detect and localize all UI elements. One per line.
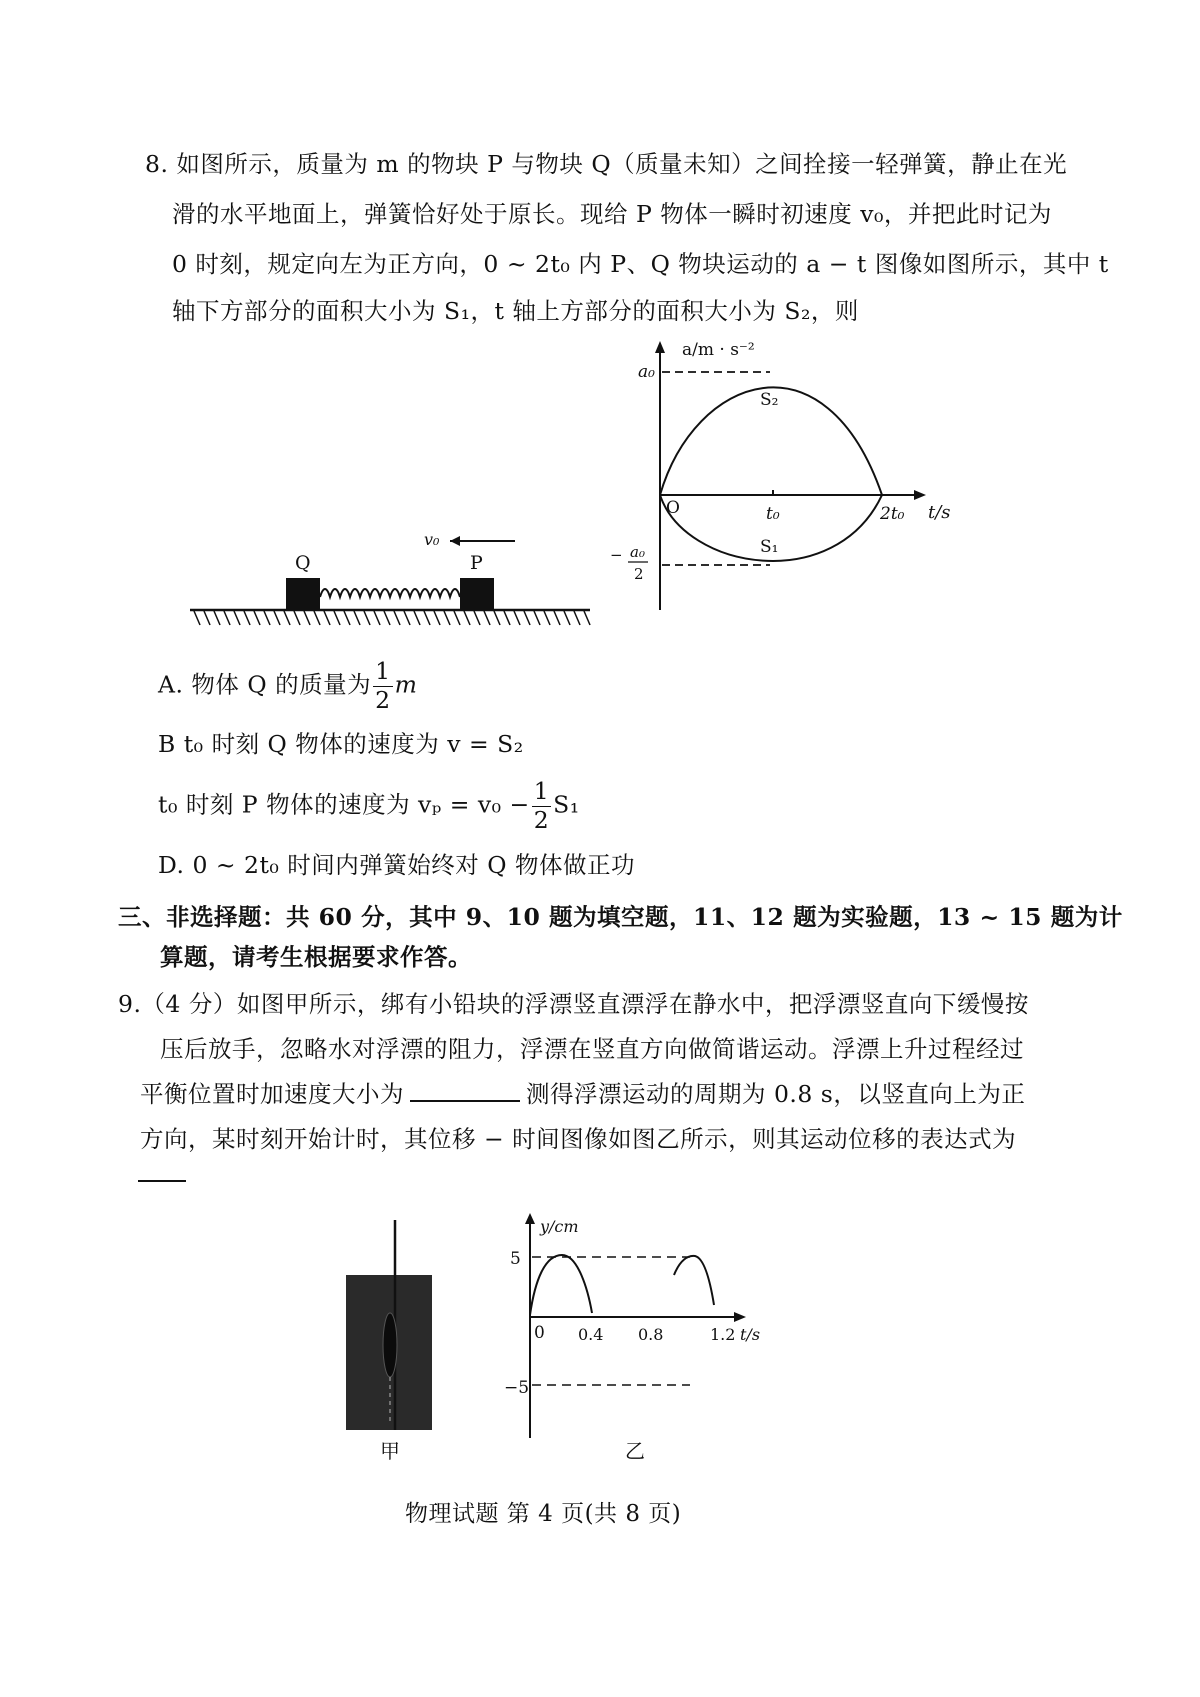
yt-y-label: y/cm — [540, 1217, 579, 1236]
caption-jia: 甲 — [380, 1439, 401, 1463]
section3-line-2: 算题，请考生根据要求作答。 — [160, 943, 472, 971]
section3-line-1: 三、非选择题：共 60 分，其中 9、10 题为填空题，11、12 题为实验题，13 ~ 15 题为计 — [118, 903, 1123, 931]
option-c-text: t₀ 时刻 P 物体的速度为 vₚ = v₀ − — [158, 790, 530, 819]
ground-hatching — [194, 611, 590, 625]
caption-yi: 乙 — [625, 1439, 646, 1463]
option-a — [158, 657, 418, 714]
yt-tick-04: 0.4 — [578, 1325, 604, 1344]
velocity-arrow-head — [450, 536, 460, 546]
option-c-num: 1 — [533, 777, 550, 805]
tick-2t0: 2t₀ — [880, 504, 905, 524]
yt-tick-08: 0.8 — [638, 1325, 664, 1344]
option-c-den: 2 — [533, 805, 550, 834]
label-p: P — [470, 552, 483, 574]
answer-blank-1[interactable] — [410, 1100, 520, 1102]
option-a-den: 2 — [375, 685, 391, 714]
at-graph — [610, 335, 970, 620]
block-q — [286, 578, 320, 610]
option-a-text: A. 物体 Q 的质量为 — [158, 670, 372, 699]
tick-neg-num: a₀ — [630, 543, 645, 561]
label-v0: v₀ — [424, 530, 440, 549]
q9-line-3-b: 测得浮漂运动的周期为 0.8 s，以竖直向上为正 — [526, 1080, 1026, 1108]
yt-tick-12: 1.2 — [710, 1325, 736, 1344]
y-axis-label: a/m · s⁻² — [682, 340, 755, 360]
spring-block-diagram — [180, 525, 610, 645]
spring — [320, 589, 460, 597]
q8-line-4: 轴下方部分的面积大小为 S₁，t 轴上方部分的面积大小为 S₂，则 — [172, 297, 859, 325]
page-footer: 物理试题 第 4 页(共 8 页) — [405, 1501, 682, 1527]
curve-end — [674, 1256, 714, 1305]
option-c — [158, 777, 580, 834]
tick-neg-den: 2 — [634, 565, 644, 583]
q9-line-1: 9.（4 分）如图甲所示，绑有小铅块的浮漂竖直漂浮在静水中，把浮漂竖直向下缓慢按 — [118, 990, 1029, 1018]
option-c-s1: S₁ — [553, 790, 580, 819]
yt-tick-neg5: −5 — [504, 1378, 530, 1398]
option-b: B t₀ 时刻 Q 物体的速度为 v = S₂ — [158, 730, 524, 758]
curve-start — [530, 1255, 592, 1315]
q8-line-1: 8. 如图所示，质量为 m 的物块 P 与物块 Q（质量未知）之间拴接一轻弹簧，静止在光 — [145, 150, 1068, 178]
q9-line-3-a: 平衡位置时加速度大小为 — [140, 1080, 404, 1108]
area-s1-label: S₁ — [760, 537, 779, 557]
option-a-num: 1 — [375, 657, 391, 685]
yt-graph — [490, 1210, 790, 1445]
q9-line-3 — [140, 1075, 1025, 1109]
yt-tick-0: 0 — [534, 1323, 545, 1343]
tick-neg-sign: − — [610, 546, 623, 564]
q9-line-4: 方向，某时刻开始计时，其位移 − 时间图像如图乙所示，则其运动位移的表达式为 — [140, 1125, 1017, 1153]
label-q: Q — [295, 552, 311, 574]
option-d: D. 0 ~ 2t₀ 时间内弹簧始终对 Q 物体做正功 — [158, 851, 636, 879]
x-axis-label: t/s — [928, 502, 951, 523]
option-a-m: m — [394, 670, 418, 699]
q8-line-2: 滑的水平地面上，弹簧恰好处于原长。现给 P 物体一瞬时初速度 v₀，并把此时记为 — [172, 200, 1052, 228]
yt-x-label: t/s — [740, 1325, 761, 1344]
yt-tick-5: 5 — [510, 1249, 521, 1269]
q9-line-2: 压后放手，忽略水对浮漂的阻力，浮漂在竖直方向做简谐运动。浮漂上升过程经过 — [160, 1035, 1024, 1063]
origin-label: O — [666, 498, 680, 518]
answer-blank-2[interactable] — [138, 1180, 186, 1182]
tick-a0: a₀ — [638, 362, 655, 382]
block-p — [460, 578, 494, 610]
area-s2-label: S₂ — [760, 390, 779, 410]
tick-t0: t₀ — [766, 504, 780, 524]
q8-line-3: 0 时刻，规定向左为正方向，0 ~ 2t₀ 内 P、Q 物块运动的 a − t 图像如图所示，其中 t — [172, 250, 1109, 278]
float-figure — [340, 1215, 440, 1445]
float-body — [383, 1313, 397, 1377]
